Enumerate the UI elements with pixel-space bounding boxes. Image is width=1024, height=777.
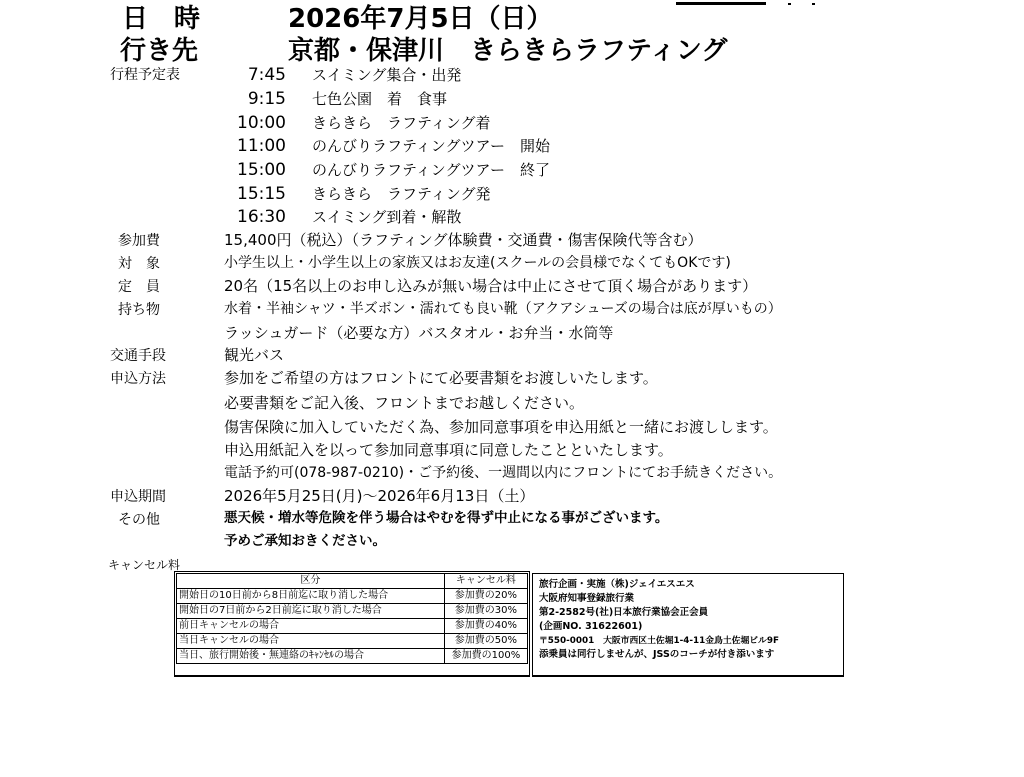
target-label: 対 象 [118,256,160,272]
table-row [177,589,528,604]
cancel-division: 当日、旅行開始後・無連絡のｷｬﾝｾﾙの場合 [177,649,445,664]
destination-label: 行き先 [120,36,199,66]
period-label: 申込期間 [110,489,166,505]
scan-mark-dot [788,3,791,5]
apply-line: 申込用紙記入を以って参加同意事項に同意したことといたします。 [224,441,673,459]
column-header-division: 区分 [177,574,445,589]
agency-line: 第2-2582号(社)日本旅行業協会正会員 [539,607,709,618]
cancel-division: 前日キャンセルの場合 [177,619,445,634]
schedule-time: 15:00 [237,160,286,180]
schedule-time: 16:30 [237,207,286,227]
capacity-label: 定 員 [118,279,160,295]
cancel-division: 当日キャンセルの場合 [177,634,445,649]
cancel-label: キャンセル料 [108,558,181,572]
capacity-value: 20名（15名以上のお申し込みが無い場合は中止にさせて頂く場合があります） [224,277,758,295]
schedule-label: 行程予定表 [110,67,180,83]
agency-line: 旅行企画・実施（株)ジェイエスエス [539,579,695,590]
schedule-time: 11:00 [237,136,286,156]
other-line: 予めご承知おきください。 [224,533,386,549]
destination-value: 京都・保津川 きらきらラフティング [288,36,728,66]
agency-info-box [532,573,844,677]
cancel-fee: 参加費の20% [444,589,527,604]
period-value: 2026年5月25日(月)～2026年6月13日（土） [224,487,535,505]
apply-line: 電話予約可(078-987-0210)・ご予約後、一週間以内にフロントにてお手続きください。 [224,465,783,481]
schedule-time: 10:00 [237,113,286,133]
schedule-text: スイミング到着・解散 [312,208,462,226]
schedule-text: きらきら ラフティング着 [312,114,491,132]
fee-value: 15,400円（税込）（ラフティング体験費・交通費・傷害保険代等含む） [224,231,703,249]
column-header-fee: キャンセル料 [444,574,527,589]
transport-value: 観光バス [224,346,285,364]
belongings-label: 持ち物 [118,302,160,318]
apply-line: 傷害保険に加入していただく為、参加同意事項を申込用紙と一緒にお渡しします。 [224,418,778,436]
agency-line: (企画NO. 31622601) [539,621,643,632]
other-line: 悪天候・増水等危険を伴う場合はやむを得ず中止になる事がございます。 [224,510,669,526]
date-label: 日 時 [122,4,201,34]
table-row [177,649,528,664]
schedule-text: きらきら ラフティング発 [312,185,491,203]
table-row [177,604,528,619]
schedule-text: のんびりラフティングツアー 開始 [312,137,551,155]
fee-label: 参加費 [118,233,160,249]
cancel-fee: 参加費の30% [444,604,527,619]
schedule-time: 7:45 [247,65,286,85]
target-value: 小学生以上・小学生以上の家族又はお友達(スクールの会員様でなくてもOKです) [224,255,731,271]
scan-mark-line [676,2,766,5]
cancel-fee: 参加費の40% [444,619,527,634]
scan-mark-dot [812,3,815,5]
cancel-division: 開始日の7日前から2日前迄に取り消した場合 [177,604,445,619]
table-header-row [177,574,528,589]
agency-line: 添乗員は同行しませんが、JSSのコーチが付き添います [539,649,775,660]
schedule-time: 15:15 [237,184,286,204]
transport-label: 交通手段 [110,348,166,364]
other-label: その他 [118,512,160,528]
schedule-time: 9:15 [247,89,286,109]
cancel-fee: 参加費の100% [444,649,527,664]
cancel-division: 開始日の10日前から8日前迄に取り消した場合 [177,589,445,604]
schedule-text: スイミング集合・出発 [312,66,462,84]
date-value: 2026年7月5日（日） [288,4,553,34]
table-row [177,634,528,649]
cancel-fee: 参加費の50% [444,634,527,649]
apply-label: 申込方法 [110,371,166,387]
belongings-line: ラッシュガード（必要な方）バスタオル・お弁当・水筒等 [224,324,614,342]
agency-line: 〒550-0001 大阪市西区土佐堀1-4-11金鳥土佐堀ビル9F [539,636,779,646]
schedule-text: 七色公園 着 食事 [312,90,448,108]
cancel-table [176,573,528,664]
apply-line: 必要書類をご記入後、フロントまでお越しください。 [224,394,585,412]
apply-line: 参加をご希望の方はフロントにて必要書類をお渡しいたします。 [224,369,658,387]
belongings-line: 水着・半袖シャツ・半ズボン・濡れても良い靴（アクアシューズの場合は底が厚いもの） [224,301,782,317]
table-row [177,619,528,634]
agency-line: 大阪府知事登録旅行業 [539,593,635,604]
schedule-text: のんびりラフティングツアー 終了 [312,161,551,179]
